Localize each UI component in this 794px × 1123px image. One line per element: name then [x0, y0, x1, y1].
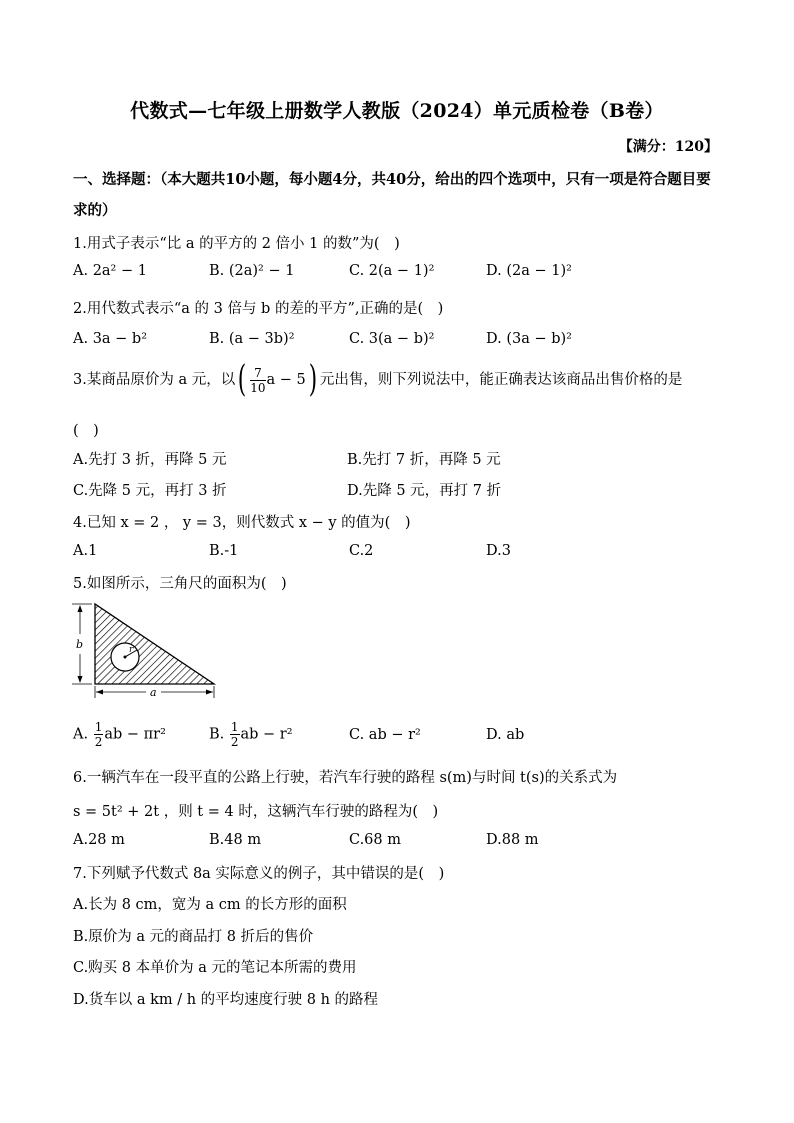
q3-stem-pre: 3.某商品原价为 a 元，以	[73, 372, 236, 388]
q6-stem-line1: 6.一辆汽车在一段平直的公路上行驶，若汽车行驶的路程 s(m)与时间 t(s)的关系式为	[73, 770, 618, 786]
q1-option-a: A. 2a² − 1	[73, 263, 147, 279]
q5-stem: 5.如图所示，三角尺的面积为( )	[73, 576, 287, 592]
q6-option-c: C.68 m	[349, 832, 401, 848]
q4-option-a: A.1	[73, 543, 98, 559]
page-title: 代数式—七年级上册数学人教版（2024）单元质检卷（B卷）	[130, 100, 664, 122]
q7-stem: 7.下列赋予代数式 8a 实际意义的例子，其中错误的是( )	[73, 866, 445, 882]
q3-fraction	[250, 366, 265, 395]
q1-stem: 1.用式子表示“比 a 的平方的 2 倍小 1 的数”为( )	[73, 236, 400, 252]
q5-option-b: B. $\frac{1}{2}$ ab − r²	[209, 720, 293, 749]
q2-option-b: B. (a − 3b)²	[209, 331, 295, 347]
q4-option-b: B.-1	[209, 543, 239, 559]
q3-option-a: A.先打 3 折，再降 5 元	[73, 452, 227, 468]
q5-option-d: D. ab	[486, 727, 525, 743]
full-score: 【满分：120】	[618, 139, 718, 155]
q5-option-c: C. ab − r²	[349, 727, 421, 743]
q7-option-d: D.货车以 a km / h 的平均速度行驶 8 h 的路程	[73, 992, 379, 1008]
q4-option-d: D.3	[486, 543, 511, 559]
q2-option-c: C. 3(a − b)²	[349, 331, 435, 347]
q3-stem-post: 元出售，则下列说法中，能正确表达该商品出售价格的是	[319, 372, 683, 388]
q3-frac-tail: a − 5	[266, 372, 306, 388]
q3-frac-num: 7	[250, 366, 265, 381]
q6-stem-line2: s = 5t² + 2t ，则 t = 4 时，这辆汽车行驶的路程为( )	[73, 804, 439, 820]
q1-option-b: B. (2a)² − 1	[209, 263, 295, 279]
q6-option-d: D.88 m	[486, 832, 539, 848]
q3-option-d: D.先降 5 元，再打 7 折	[347, 483, 502, 499]
q5-option-a: A. $\frac{1}{2}$ ab − πr²	[73, 720, 166, 749]
q6-option-a: A.28 m	[73, 832, 125, 848]
q3-stem: 3.某商品原价为 a 元，以( $\frac{7}{10}$ a − 5) 元出售，则下列说法中，能正确表达该商品出售价格的是	[73, 359, 683, 400]
q4-option-c: C.2	[349, 543, 374, 559]
q4-stem: 4.已知 x = 2 ， y = 3，则代数式 x − y 的值为( )	[73, 515, 411, 531]
q1-option-c: C. 2(a − 1)²	[349, 263, 435, 279]
label-a: a	[150, 686, 157, 699]
q6-option-b: B.48 m	[209, 832, 262, 848]
q3-option-b: B.先打 7 折，再降 5 元	[347, 452, 501, 468]
section-heading: 一、选择题：（本大题共10小题，每小题4分，共40分，给出的四个选项中，只有一项是符合题目要求的）	[73, 171, 711, 219]
q2-stem: 2.用代数式表示“a 的 3 倍与 b 的差的平方”,正确的是( )	[73, 301, 444, 317]
label-r: r	[129, 645, 134, 655]
triangle-ruler-figure	[68, 600, 228, 700]
q7-option-a: A.长为 8 cm，宽为 a cm 的长方形的面积	[73, 897, 347, 913]
label-b: b	[76, 638, 84, 651]
q7-option-b: B.原价为 a 元的商品打 8 折后的售价	[73, 929, 314, 945]
q2-option-d: D. (3a − b)²	[486, 331, 572, 347]
q2-option-a: A. 3a − b²	[73, 331, 148, 347]
q3-stem-end: ( )	[73, 423, 99, 439]
q1-option-d: D. (2a − 1)²	[486, 263, 572, 279]
q3-option-c: C.先降 5 元，再打 3 折	[73, 483, 227, 499]
triangle-shape	[95, 604, 214, 684]
q3-frac-den: 10	[250, 380, 266, 395]
q7-option-c: C.购买 8 本单价为 a 元的笔记本所需的费用	[73, 960, 357, 976]
